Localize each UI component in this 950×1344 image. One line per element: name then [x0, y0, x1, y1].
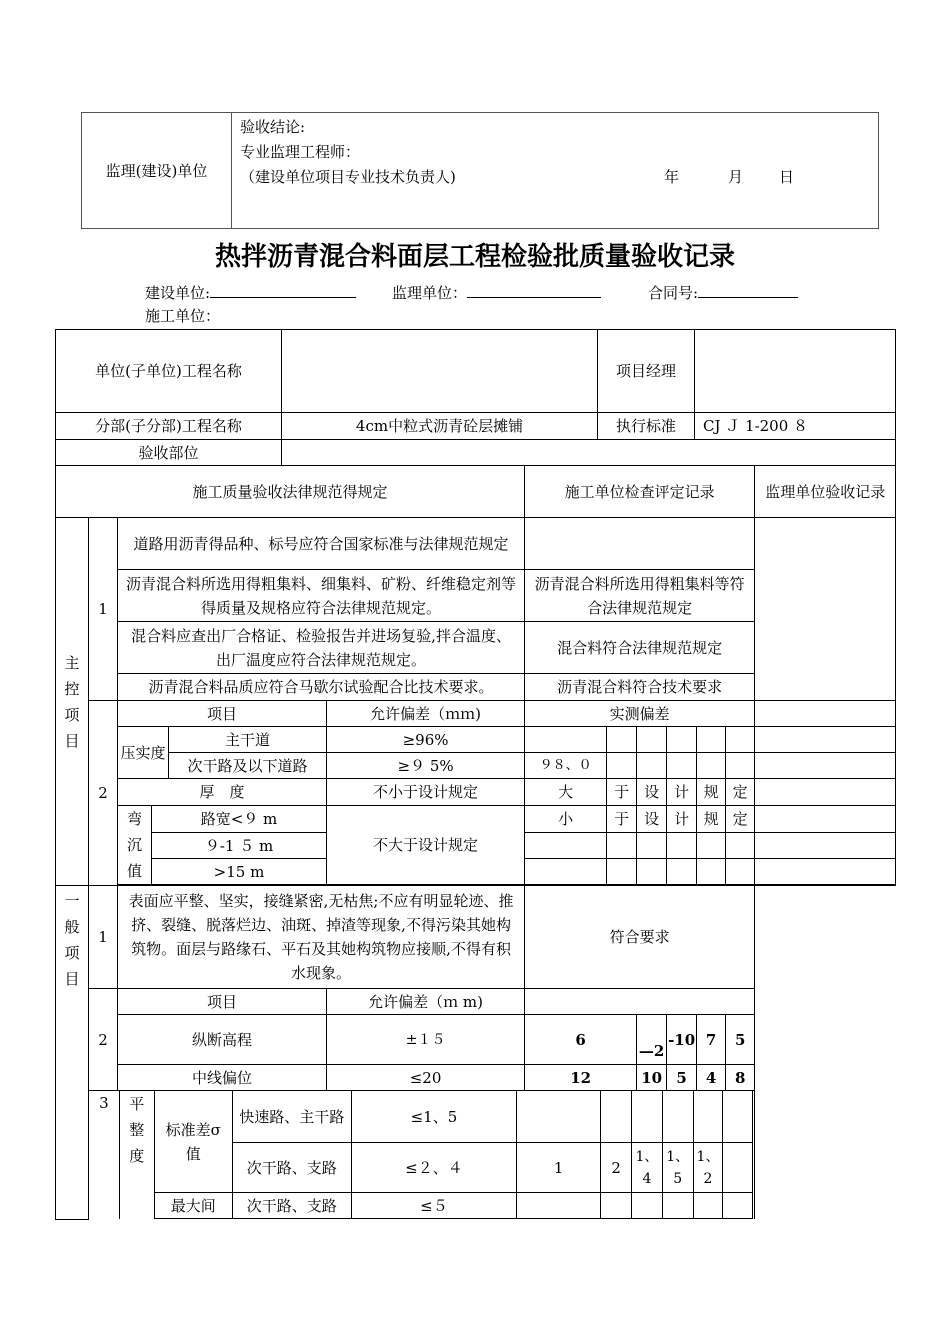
- page-title: 热拌沥青混合料面层工程检验批质量验收记录: [214, 242, 735, 272]
- main-measured-supervisor: [755, 701, 896, 727]
- profile-measured: 6: [525, 1015, 637, 1065]
- inspection-table: [55, 465, 896, 1220]
- deflection-measured: 规: [697, 806, 726, 833]
- width-over-15-label: >15 m: [152, 859, 327, 885]
- constructor-field: [145, 305, 220, 326]
- main-item-1-no: 1: [89, 518, 118, 701]
- conclusion-label: 验收结论:: [240, 118, 306, 136]
- contract-label: 合同号:: [648, 284, 699, 302]
- flatness-table: [89, 1091, 754, 1220]
- profile-measured: -10: [667, 1015, 697, 1065]
- supervisor-line: [467, 281, 601, 298]
- supervisor-unit-label: 监理(建设)单位: [82, 113, 232, 229]
- sub-project-value: 4cm中粒式沥青砼层摊铺: [282, 413, 598, 440]
- secondary-branch-tolerance: ≤２、４: [351, 1143, 516, 1193]
- spec-header: 施工质量验收法律规范得规定: [56, 466, 525, 518]
- thickness-measured: 计: [667, 779, 697, 806]
- measured-header: 实测偏差: [525, 701, 755, 727]
- arterial-tolerance: ≥96%: [327, 727, 525, 753]
- centerline-measured: 5: [667, 1065, 697, 1091]
- thickness-measured: 规: [697, 779, 726, 806]
- unit-project-value: [282, 330, 598, 413]
- supervisor-record-header: 监理单位验收记录: [755, 466, 896, 518]
- pm-label: 项目经理: [598, 330, 695, 413]
- general-item-3-no: 3: [89, 1091, 120, 1219]
- expressway-label: 快速路、主干路: [232, 1091, 351, 1143]
- asphalt-type-record: [525, 518, 755, 570]
- deflection-measured: 设: [637, 806, 667, 833]
- general-supervisor: [755, 886, 896, 1220]
- builder-label: 建设单位:: [145, 284, 211, 302]
- sub-project-label: 分部(子分部)工程名称: [56, 413, 282, 440]
- aggregate-spec: 沥青混合料所选用得粗集料、细集料、矿粉、纤维稳定剂等得质量及规格应符合法律规范规定。: [118, 570, 525, 622]
- profile-measured: 5: [726, 1015, 755, 1065]
- secondary-road-label: 次干路及以下道路: [169, 753, 327, 779]
- width-9-15-label: ９-1 ５ m: [152, 833, 327, 859]
- surface-record: 符合要求: [525, 886, 755, 989]
- conclusion-cell: [232, 113, 879, 229]
- flatness-block: [89, 1091, 755, 1220]
- centerline-tolerance: ≤20: [327, 1065, 525, 1091]
- deflection-measured: 于: [607, 806, 637, 833]
- marshall-record: 沥青混合料符合技术要求: [525, 674, 755, 701]
- deflection-measured: 定: [726, 806, 755, 833]
- thickness-measured: 于: [607, 779, 637, 806]
- mixture-certificate-spec: 混合料应查出厂合格证、检验报告并进场复验,拌合温度、出厂温度应符合法律规范规定。: [118, 622, 525, 674]
- contract-line: [698, 281, 798, 298]
- thickness-measured: 大: [525, 779, 607, 806]
- profile-tolerance: ±１５: [327, 1015, 525, 1065]
- month-label: 月: [728, 168, 744, 186]
- centerline-measured: 10: [637, 1065, 667, 1091]
- day-label: 日: [779, 168, 795, 186]
- project-info-table: [55, 329, 896, 466]
- compaction-label: 压实度: [118, 727, 169, 779]
- year-label: 年: [664, 168, 680, 186]
- deflection-label: 弯沉值: [118, 806, 152, 885]
- width-under-9-label: 路宽<９ m: [152, 806, 327, 833]
- contract-field: [648, 281, 798, 303]
- standard-value: CJ Ｊ 1-200 ８: [695, 413, 896, 440]
- builder-field: [145, 281, 356, 303]
- max-gap-label: 最大间: [154, 1193, 232, 1219]
- profile-measured: —2: [637, 1015, 667, 1065]
- sd-measured: 1、5: [662, 1143, 693, 1193]
- thickness-measured: 定: [726, 779, 755, 806]
- centerline-label: 中线偏位: [118, 1065, 327, 1091]
- std-dev-label: 标准差σ值: [154, 1091, 232, 1193]
- responsible-label: （建设单位项目专业技术负责人): [240, 168, 456, 186]
- sd-measured: 1: [517, 1143, 601, 1193]
- surface-spec: 表面应平整、坚实，接缝紧密,无枯焦;不应有明显轮迹、推挤、裂缝、脱落烂边、油斑、掉渣等现象,不得污染其她构筑物。面层与路缘石、平石及其她构筑物应接顺,不得有积水现象。: [118, 886, 525, 989]
- main-control-label: 主 控 项 目: [56, 518, 89, 886]
- general-item-1-no: 1: [89, 886, 118, 989]
- builder-line: [210, 281, 356, 298]
- main-item-header: 项目: [118, 701, 327, 727]
- aggregate-record: 沥青混合料所选用得粗集料等符合法律规范规定: [525, 570, 755, 622]
- thickness-measured: 设: [637, 779, 667, 806]
- deflection-measured: 计: [667, 806, 697, 833]
- max-gap-road-label: 次干路、支路: [232, 1193, 351, 1219]
- acceptance-part-label: 验收部位: [56, 440, 282, 466]
- mixture-certificate-record: 混合料符合法律规范规定: [525, 622, 755, 674]
- engineer-label: 专业监理工程师：: [240, 143, 361, 161]
- sd-measured: 2: [601, 1143, 632, 1193]
- general-tolerance-header: 允许偏差（ｍ m): [327, 989, 525, 1015]
- constructor-record-header: 施工单位检查评定记录: [525, 466, 755, 518]
- thickness-tolerance: 不小于设计规定: [327, 779, 525, 806]
- standard-label: 执行标准: [598, 413, 695, 440]
- supervisor-conclusion-box: [81, 112, 879, 229]
- max-gap-tolerance: ≤５: [351, 1193, 516, 1219]
- supervisor-label: 监理单位：: [392, 284, 468, 302]
- unit-project-label: 单位(子单位)工程名称: [56, 330, 282, 413]
- pm-value: [695, 330, 896, 413]
- centerline-measured: 8: [726, 1065, 755, 1091]
- main-item-1-supervisor: [755, 518, 896, 701]
- asphalt-type-spec: 道路用沥青得品种、标号应符合国家标准与法律规范规定: [118, 518, 525, 570]
- main-item-2-no: 2: [89, 701, 118, 886]
- general-item-2-no: 2: [89, 989, 118, 1091]
- centerline-measured: 12: [525, 1065, 637, 1091]
- constructor-label: 施工单位：: [145, 307, 221, 325]
- expressway-tolerance: ≤1、5: [351, 1091, 516, 1143]
- secondary-branch-label: 次干路、支路: [232, 1143, 351, 1193]
- main-tolerance-header: 允许偏差（ｍｍ): [327, 701, 525, 727]
- general-item-label: 一 般 项 目: [56, 886, 89, 1220]
- secondary-road-tolerance: ≥９ 5%: [327, 753, 525, 779]
- arterial-label: 主干道: [169, 727, 327, 753]
- deflection-tolerance: 不大于设计规定: [327, 806, 525, 885]
- thickness-label: 厚 度: [118, 779, 327, 806]
- sd-measured: 1、2: [693, 1143, 723, 1193]
- secondary-road-measured: ９８、０: [525, 753, 607, 779]
- profile-label: 纵断高程: [118, 1015, 327, 1065]
- centerline-measured: 4: [697, 1065, 726, 1091]
- marshall-spec: 沥青混合料品质应符合马歇尔试验配合比技术要求。: [118, 674, 525, 701]
- profile-measured: 7: [697, 1015, 726, 1065]
- acceptance-part-value: [282, 440, 896, 466]
- deflection-measured: 小: [525, 806, 607, 833]
- supervisor-field: [392, 281, 601, 303]
- sd-measured: 1、4: [632, 1143, 663, 1193]
- flatness-label: 平整度: [119, 1091, 154, 1219]
- general-item-header: 项目: [118, 989, 327, 1015]
